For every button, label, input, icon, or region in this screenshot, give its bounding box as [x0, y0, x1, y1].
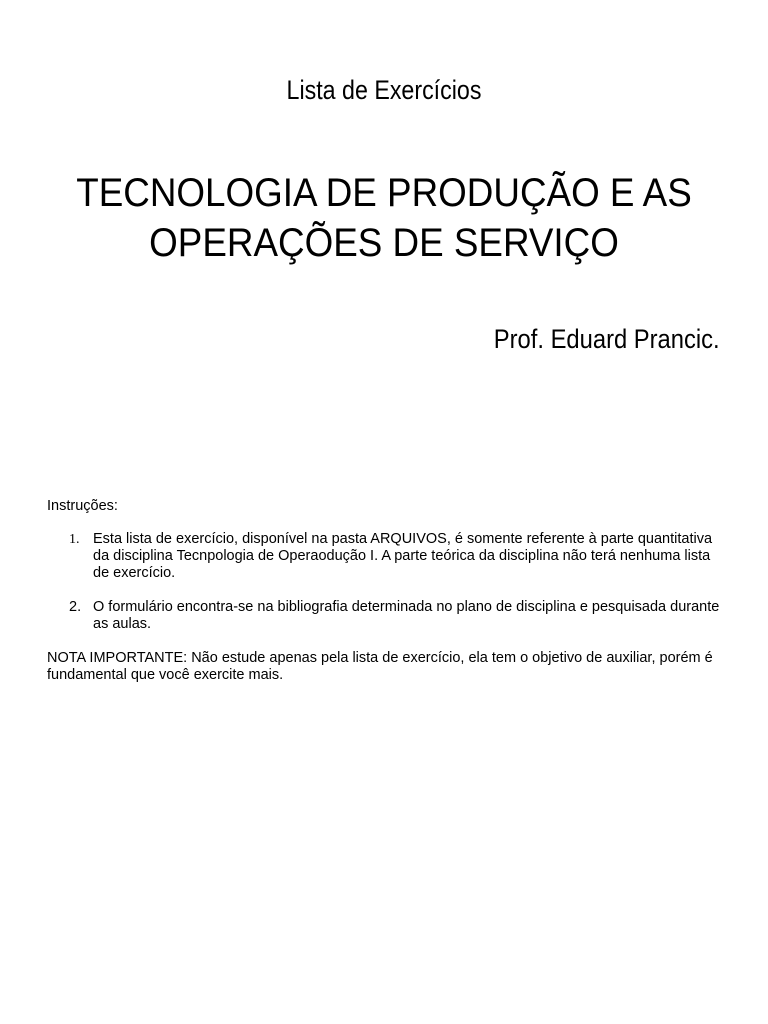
author-name: Prof. Eduard Prancic.	[494, 324, 720, 354]
important-note: NOTA IMPORTANTE: Não estude apenas pela lista de exercício, ela tem o objetivo de auxiliar, porém é fundamental que você exercite mais.	[47, 650, 713, 683]
list-item	[47, 531, 727, 582]
title-line-1: TECNOLOGIA DE PRODUÇÃO E AS	[76, 171, 692, 215]
list-item-number: 2.	[69, 599, 82, 615]
list-item	[47, 599, 727, 633]
list-item-text: O formulário encontra-se na bibliografia determinada no plano de disciplina e pesquisada durante as aulas.	[93, 599, 720, 632]
list-item-text: Esta lista de exercício, disponível na pasta ARQUIVOS, é somente referente à parte quantitativa da disciplina Tecnpologia de Operaodução I. A parte teórica da disciplina não terá nenhuma lista de exercício.	[93, 531, 713, 581]
instructions-heading: Instruções:	[47, 498, 118, 514]
document-title	[49, 168, 719, 268]
instructions-list	[47, 531, 727, 633]
document-subtitle: Lista de Exercícios	[286, 75, 482, 105]
title-line-2: OPERAÇÕES DE SERVIÇO	[149, 221, 619, 265]
list-item-number: 1.	[69, 532, 80, 547]
